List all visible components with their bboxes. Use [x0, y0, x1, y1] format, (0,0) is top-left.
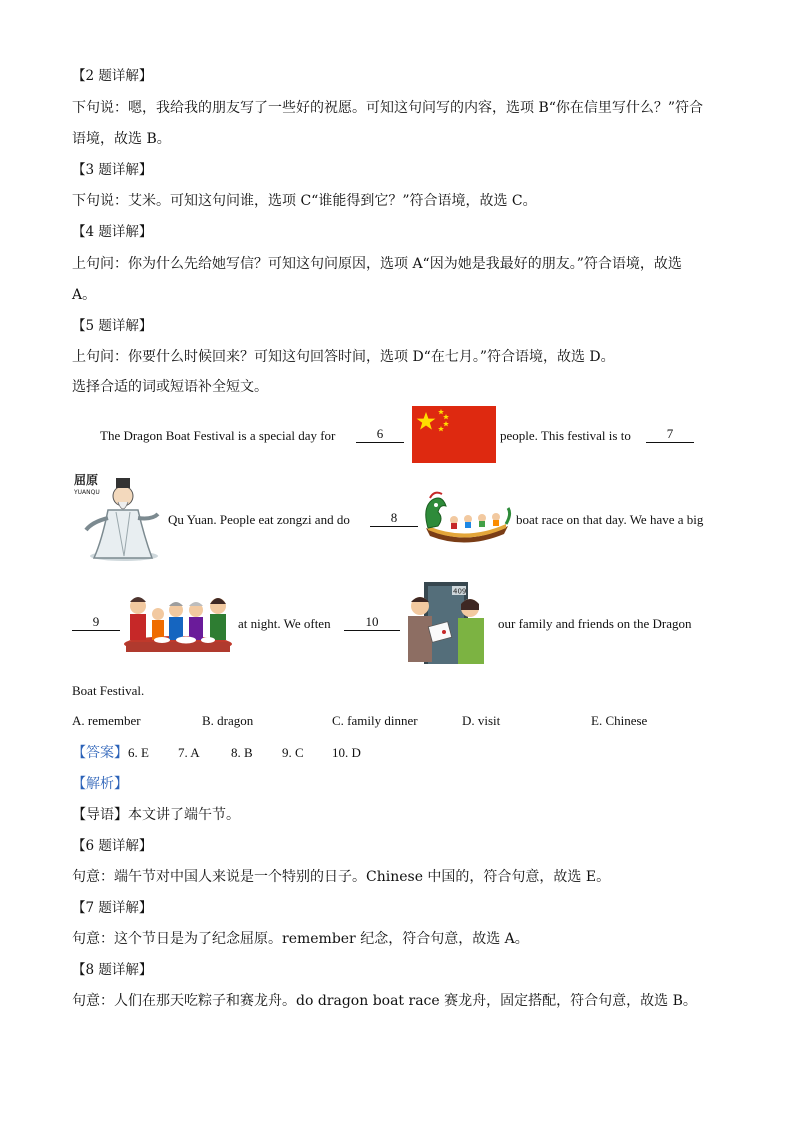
- q8-heading: 【8 题详解】: [72, 962, 153, 978]
- q5-heading: 【5 题详解】: [72, 318, 153, 334]
- answer-item: 6. E: [128, 745, 149, 760]
- blank-7: 7: [646, 426, 694, 443]
- china-flag-image: [412, 406, 496, 463]
- family-dinner-image: [122, 592, 234, 654]
- visit-image: [406, 580, 494, 666]
- q7-explanation: 句意：这个节日是为了纪念屈原。remember 纪念，符合句意，故选 A。: [72, 931, 529, 947]
- answer-row: [72, 743, 361, 763]
- option-d: D. visit: [462, 713, 501, 728]
- passage-line3-part2: our family and friends on the Dragon: [498, 616, 692, 631]
- blank-10-wrap: [344, 612, 400, 632]
- q2-heading: 【2 题详解】: [72, 68, 153, 84]
- blank-9-wrap: [72, 612, 120, 632]
- q6-explanation: 句意：端午节对中国人来说是一个特别的日子。Chinese 中国的，符合句意，故选 E。: [72, 869, 611, 885]
- answer-label: 【答案】: [72, 745, 128, 761]
- passage-line4: Boat Festival.: [72, 683, 145, 698]
- q8-explanation: 句意：人们在那天吃粽子和赛龙舟。do dragon boat race 赛龙舟，固定搭配，符合句意，故选 B。: [72, 993, 697, 1009]
- qu-yuan-name-text: 屈原: [74, 473, 99, 487]
- blank-6: 6: [356, 426, 404, 443]
- answer-item: 8. B: [231, 745, 253, 760]
- answer-item: 10. D: [332, 745, 361, 760]
- passage-line3-part1: at night. We often: [238, 616, 331, 631]
- q3-explanation-line1: 下句说：艾米。可知这句问谁，选项 C“谁能得到它？”符合语境，故选 C。: [72, 193, 537, 209]
- blank-10: 10: [344, 614, 400, 631]
- dragon-boat-image: [420, 488, 512, 548]
- passage-line1-part2: people. This festival is to: [500, 428, 631, 443]
- q3-heading: 【3 题详解】: [72, 162, 153, 178]
- option-e: E. Chinese: [591, 713, 648, 728]
- option-c: C. family dinner: [332, 713, 418, 728]
- q2-explanation-line1: 下句说：嗯，我给我的朋友写了一些好的祝愿。可知这句问写的内容，选项 B“你在信里写什么？”符合: [72, 100, 704, 116]
- q4-explanation-line2: A。: [72, 287, 97, 303]
- qu-yuan-image: [72, 470, 164, 562]
- flag-field: [412, 406, 496, 463]
- answer-item: 9. C: [282, 745, 304, 760]
- passage-line2-part2: boat race on that day. We have a big: [516, 512, 704, 527]
- blank-6-wrap: [356, 424, 404, 444]
- option-b: B. dragon: [202, 713, 254, 728]
- blank-7-wrap: [646, 424, 694, 444]
- q4-heading: 【4 题详解】: [72, 224, 153, 240]
- q7-heading: 【7 题详解】: [72, 900, 153, 916]
- blank-9: 9: [72, 614, 120, 631]
- q6-heading: 【6 题详解】: [72, 838, 153, 854]
- instruction-text: 选择合适的词或短语补全短文。: [72, 379, 268, 395]
- door-number-text: 409: [453, 587, 467, 596]
- q2-explanation-line2: 语境，故选 B。: [72, 131, 171, 147]
- guide-text: 【导语】本文讲了端午节。: [72, 807, 240, 823]
- qu-yuan-pinyin-text: YUANQU: [74, 489, 100, 496]
- blank-8: 8: [370, 510, 418, 527]
- blank-8-wrap: [370, 508, 418, 528]
- option-a: A. remember: [72, 713, 141, 728]
- q4-explanation-line1: 上句问：你为什么先给她写信？可知这句问原因，选项 A“因为她是我最好的朋友。”符合语境，故选: [72, 256, 682, 272]
- passage-line1-part1: The Dragon Boat Festival is a special day for: [100, 428, 336, 443]
- answer-item: 7. A: [178, 745, 200, 760]
- analysis-label: 【解析】: [72, 776, 128, 792]
- q5-explanation-line1: 上句问：你要什么时候回来？可知这句回答时间，选项 D“在七月。”符合语境，故选 D。: [72, 349, 615, 365]
- passage-line2-part1: Qu Yuan. People eat zongzi and do: [168, 512, 350, 527]
